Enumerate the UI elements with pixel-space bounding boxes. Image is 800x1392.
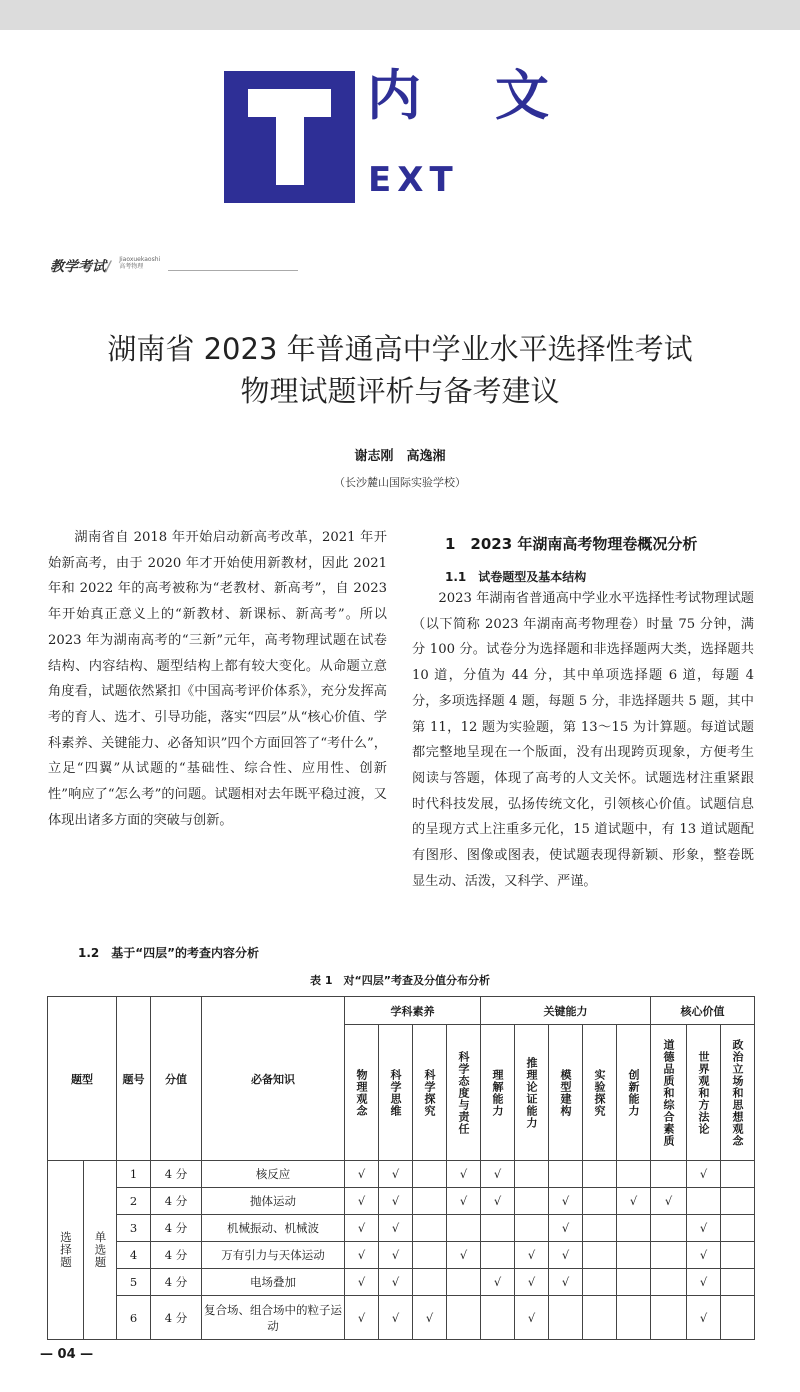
subheader: 物理观念 — [345, 1025, 379, 1161]
banner-ext: EXT — [368, 160, 459, 200]
category-sub: 单选题 — [84, 1161, 117, 1340]
cell-number: 3 — [117, 1215, 151, 1242]
cell-number: 2 — [117, 1188, 151, 1215]
intro-column — [48, 525, 387, 833]
cell-score: 4 分 — [151, 1242, 202, 1269]
table-row: 4 4 分 万有引力与天体运动 √ √ √ √ √ √ — [48, 1242, 755, 1269]
subheader: 理解能力 — [481, 1025, 515, 1161]
cell-knowledge: 万有引力与天体运动 — [202, 1242, 345, 1269]
table-row: 5 4 分 电场叠加 √ √ √ √ √ √ — [48, 1269, 755, 1296]
header-knowledge: 必备知识 — [202, 997, 345, 1161]
column-sub: Jiaoxuekaoshi 高考物理 — [119, 256, 161, 270]
authors: 谢志刚 高逸湘 — [354, 449, 446, 464]
subheader: 模型建构 — [549, 1025, 583, 1161]
article-title-line-2: 物理试题评析与备考建议 — [240, 374, 560, 408]
cell-score: 4 分 — [151, 1161, 202, 1188]
cell-score: 4 分 — [151, 1296, 202, 1340]
group-key-ability: 关键能力 — [481, 997, 651, 1025]
cell-knowledge: 电场叠加 — [202, 1269, 345, 1296]
section-1-heading: 1 2023 年湖南高考物理卷概况分析 — [445, 535, 698, 553]
subheader: 推理论证能力 — [515, 1025, 549, 1161]
header-rule — [168, 270, 298, 271]
subheader: 科学思维 — [379, 1025, 413, 1161]
cell-knowledge: 核反应 — [202, 1161, 345, 1188]
cell-score: 4 分 — [151, 1188, 202, 1215]
header-type: 题型 — [48, 997, 117, 1161]
header-number: 题号 — [117, 997, 151, 1161]
section-1-1-column — [412, 586, 754, 894]
text-logo-box — [224, 71, 355, 203]
subheader: 科学探究 — [413, 1025, 447, 1161]
subheader: 政治立场和思想观念 — [721, 1025, 755, 1161]
cell-knowledge: 复合场、组合场中的粒子运动 — [202, 1296, 345, 1340]
top-band — [0, 0, 800, 30]
analysis-table — [47, 996, 755, 1340]
table-row: 2 4 分 抛体运动 √ √ √ √ √ √ √ — [48, 1188, 755, 1215]
cell-number: 4 — [117, 1242, 151, 1269]
cell-number: 5 — [117, 1269, 151, 1296]
cell-knowledge: 机械振动、机械波 — [202, 1215, 345, 1242]
banner-char-1: 内 — [367, 64, 421, 127]
cell-knowledge: 抛体运动 — [202, 1188, 345, 1215]
table-row: 选择题 单选题 1 4 分 核反应 √ √ √ √ √ — [48, 1161, 755, 1188]
group-core-value: 核心价值 — [651, 997, 755, 1025]
table-row: 6 4 分 复合场、组合场中的粒子运动 √ √ √ √ √ — [48, 1296, 755, 1340]
affiliation: （长沙麓山国际实验学校） — [334, 476, 466, 489]
cell-score: 4 分 — [151, 1215, 202, 1242]
logo-letter-stem — [276, 89, 304, 185]
header-score: 分值 — [151, 997, 202, 1161]
subheader: 创新能力 — [617, 1025, 651, 1161]
section-1-1-heading: 1.1 试卷题型及基本结构 — [445, 570, 587, 584]
subheader: 科学态度与责任 — [447, 1025, 481, 1161]
cell-number: 1 — [117, 1161, 151, 1188]
article-title-line-1: 湖南省 2023 年普通高中学业水平选择性考试 — [107, 332, 693, 366]
cell-score: 4 分 — [151, 1269, 202, 1296]
column-name: 教学考试 — [50, 259, 106, 275]
section-1-1-paragraph: 2023 年湖南省普通高中学业水平选择性考试物理试题（以下简称 2023 年湖南高考物理卷）时量 75 分钟，满分 100 分。试卷分为选择题和非选择题两大类，选择题共 10 道，分值为 44 分，其中单项选择题 6 道，每题 4 分，多项选择题 4 题，每题 5 分，非选择题共 5 题，其中第 11，12 题为实验题，第 13～15 为计算题。每道试题都完整地呈现在一个版面，没有出现跨页现象，方便考生阅读与答题，体现了高考的人文关怀。试题选材注重紧跟时代科技发展，弘扬传统文化，引领核心价值。试题信息的呈现方式上注重多元化，15 道试题中，有 13 道试题配有图形、图像或图表，使试题表现得新颖、形象，整卷既显生动、活泼，又科学、严谨。 — [412, 591, 754, 889]
page-number: — 04 — — [40, 1347, 94, 1362]
group-subject-literacy: 学科素养 — [345, 997, 481, 1025]
category-main: 选择题 — [48, 1161, 84, 1340]
banner-char-2: 文 — [495, 64, 549, 127]
intro-paragraph: 湖南省自 2018 年开始启动新高考改革，2021 年开始新高考，由于 2020 年才开始使用新教材，因此 2021 年和 2022 年的高考被称为“老教材、新高考”，自 2023 年开始真正意义上的“新教材、新课标、新高考”。所以 2023 年为湖南高考的“三新”元年，高考物理试题在试卷结构、内容结构、题型结构上都有较大变化。从命题立意角度看，试题依然紧扣《中国高考评价体系》，充分发挥高考的育人、选才、引导功能，落实“四层”从“核心价值、学科素养、关键能力、必备知识”四个方面回答了“考什么”，立足“四翼”从试题的“基础性、综合性、应用性、创新性”响应了“怎么考”的问题。试题相对去年既平稳过渡，又体现出诸多方面的突破与创新。 — [48, 530, 387, 828]
cell-number: 6 — [117, 1296, 151, 1340]
table-caption: 表 1 对“四层”考查及分值分布分析 — [310, 974, 490, 987]
subheader: 世界观和方法论 — [687, 1025, 721, 1161]
table-row: 3 4 分 机械振动、机械波 √ √ √ √ — [48, 1215, 755, 1242]
subheader: 实验探究 — [583, 1025, 617, 1161]
subheader: 道德品质和综合素质 — [651, 1025, 687, 1161]
column-header: 教学考试/ Jiaoxuekaoshi 高考物理 — [50, 256, 250, 276]
section-1-2-heading: 1.2 基于“四层”的考查内容分析 — [78, 946, 260, 960]
